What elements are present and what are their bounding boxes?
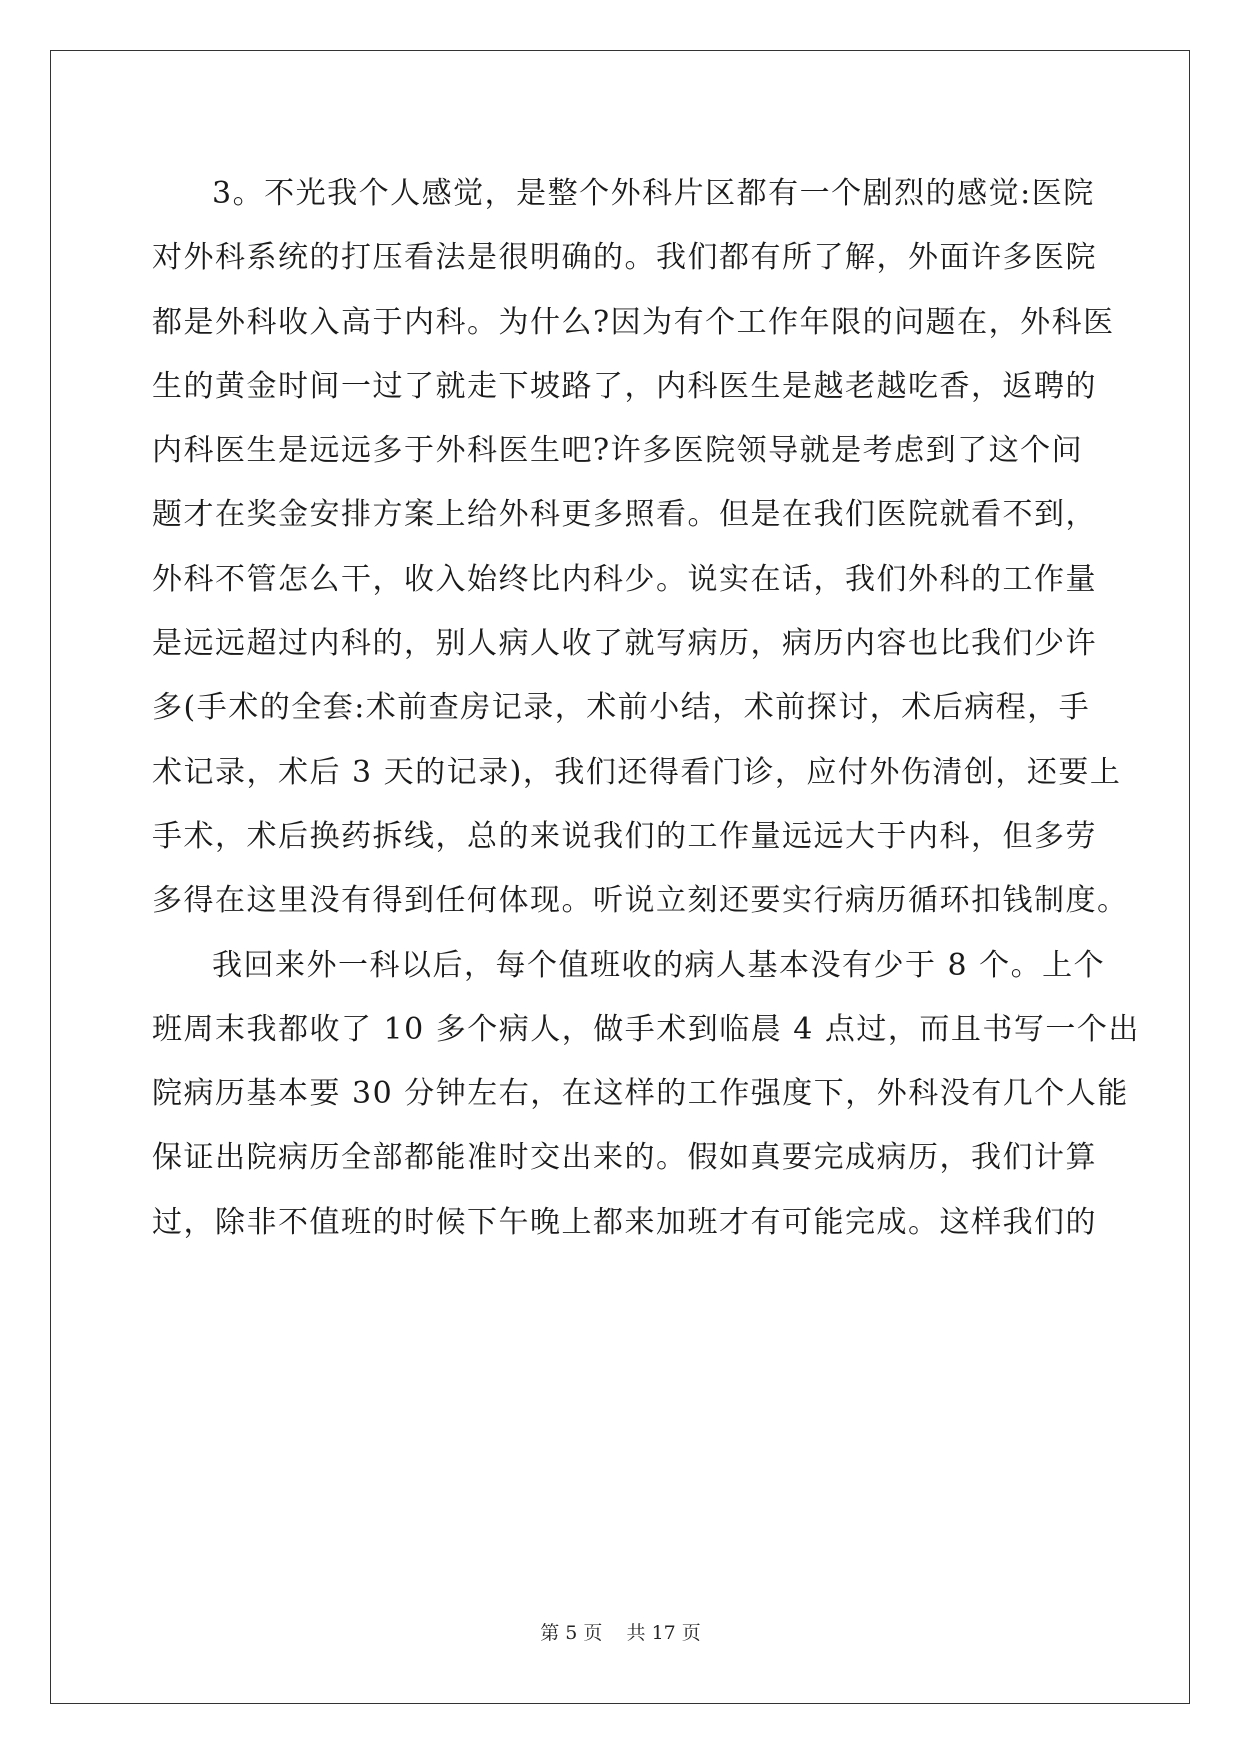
document-body — [152, 162, 1140, 1255]
paragraph-line: 术记录，术后 3 天的记录)，我们还得看门诊，应付外伤清创，还要上 — [152, 754, 1122, 790]
paragraph-line: 对外科系统的打压看法是很明确的。我们都有所了解，外面许多医院 — [152, 240, 1097, 276]
paragraph-line: 内科医生是远远多于外科医生吧?许多医院领导就是考虑到了这个问 — [152, 433, 1084, 469]
page-number-footer: 第 5 页 共 17 页 — [540, 1622, 701, 1644]
paragraph-line: 过，除非不值班的时候下午晚上都来加班才有可能完成。这样我们的 — [152, 1204, 1097, 1240]
paragraph-line: 生的黄金时间一过了就走下坡路了，内科医生是越老越吃香，返聘的 — [152, 368, 1097, 404]
paragraph-line: 班周末我都收了 10 多个病人，做手术到临晨 4 点过，而且书写一个出 — [152, 1011, 1140, 1047]
paragraph-line: 题才在奖金安排方案上给外科更多照看。但是在我们医院就看不到， — [152, 497, 1097, 533]
paragraph-line: 保证出院病历全部都能准时交出来的。假如真要完成病历，我们计算 — [152, 1140, 1097, 1176]
paragraph-line: 都是外科收入高于内科。为什么?因为有个工作年限的问题在，外科医 — [152, 304, 1115, 340]
paragraph-line: 院病历基本要 30 分钟左右，在这样的工作强度下，外科没有几个人能 — [152, 1076, 1129, 1112]
paragraph-line: 多(手术的全套:术前查房记录，术前小结，术前探讨，术后病程，手 — [152, 690, 1091, 726]
paragraph-line: 手术，术后换药拆线，总的来说我们的工作量远远大于内科，但多劳 — [152, 818, 1097, 854]
paragraph-line: 外科不管怎么干，收入始终比内科少。说实在话，我们外科的工作量 — [152, 561, 1097, 597]
paragraph-line: 是远远超过内科的，别人病人收了就写病历，病历内容也比我们少许 — [152, 626, 1097, 662]
paragraph-line: 多得在这里没有得到任何体现。听说立刻还要实行病历循环扣钱制度。 — [152, 883, 1129, 919]
paragraph-line: 3。不光我个人感觉，是整个外科片区都有一个剧烈的感觉:医院 — [212, 176, 1095, 211]
paragraph-line: 我回来外一科以后，每个值班收的病人基本没有少于 8 个。上个 — [212, 947, 1106, 983]
